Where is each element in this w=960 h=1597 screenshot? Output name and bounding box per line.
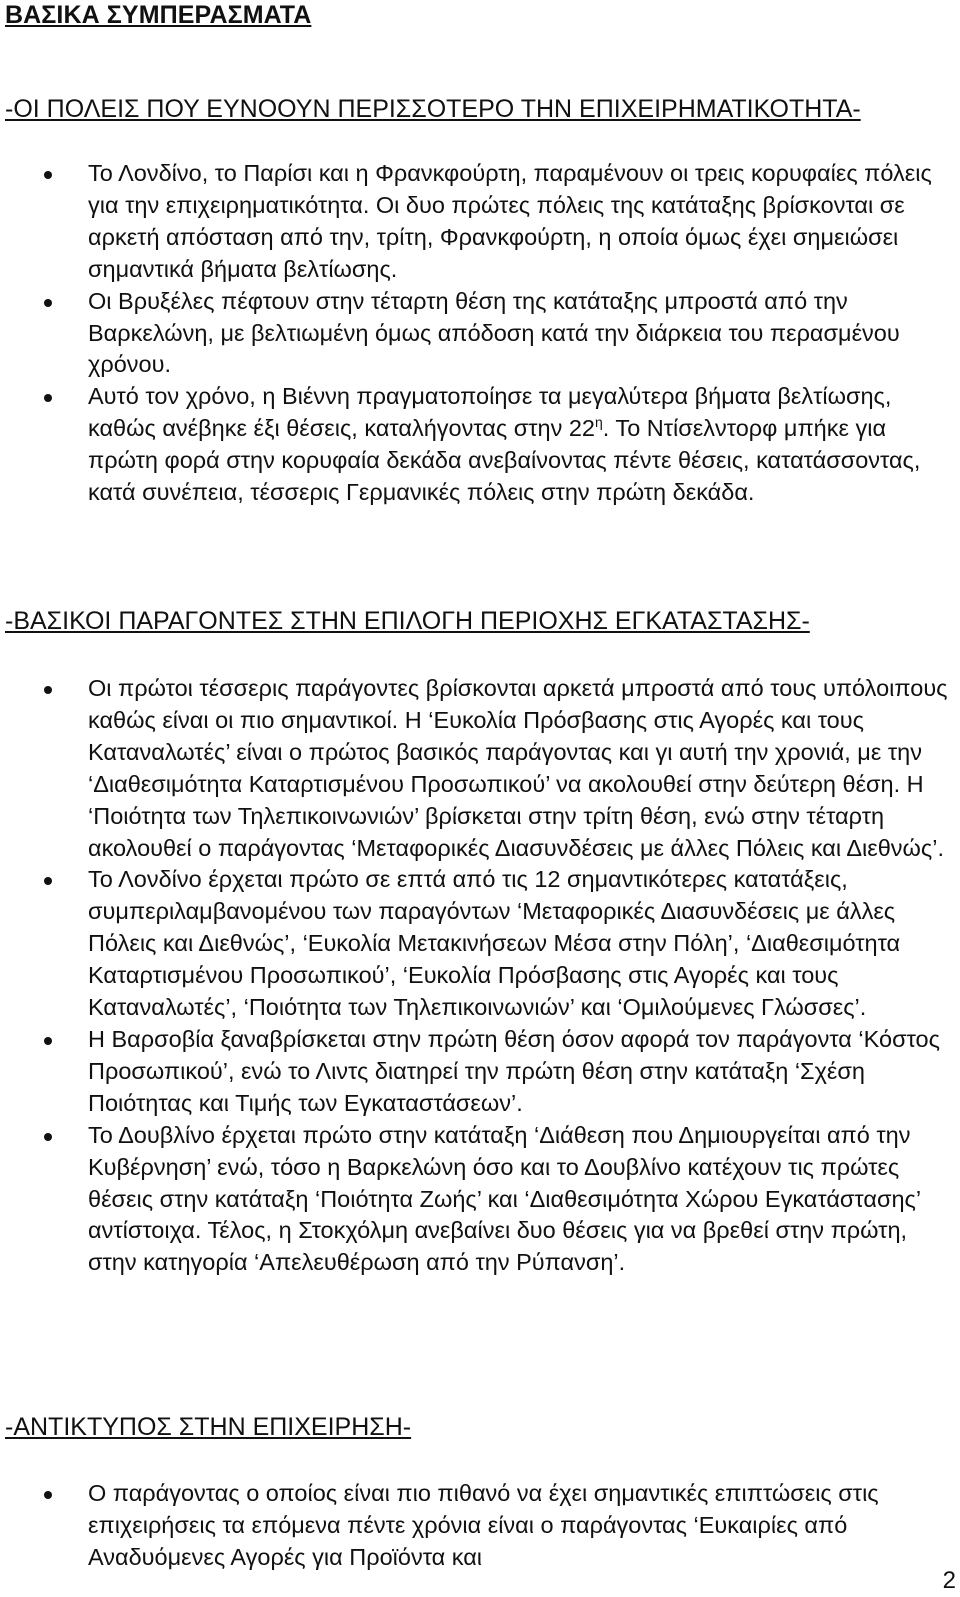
bullet-text: Το Δουβλίνο έρχεται πρώτο στην κατάταξη ‘Διάθεση που Δημιουργείται από την Κυβέρνηση’ ενώ, τόσο η Βαρκελώνη όσο και το Δουβλίνο κατέχουν τις πρώτες θέσεις στην κατάταξη ‘Ποιότητα Ζωής’ και ‘Διαθεσιμότητα Χώρου Εγκατάστασης’ αντίστοιχα. Τέλος, η Στοκχόλμη ανεβαίνει δυο θέσεις για να βρεθεί στην πρώτη, στην κατηγορία ‘Απελευθέρωση από την Ρύπανση’. <box>88 1121 921 1276</box>
bullet-text: Η Βαρσοβία ξαναβρίσκεται στην πρώτη θέση όσον αφορά τον παράγοντα ‘Κόστος Προσωπικού’, ενώ το Λιντς διατηρεί την πρώτη θέση στην κατάταξη ‘Σχέση Ποιότητας και Τιμής των Εγκαταστάσεων’. <box>88 1025 940 1116</box>
list-item <box>0 1024 960 1120</box>
bullet-dot-icon <box>44 171 52 179</box>
ordinal-superscript: η <box>595 414 603 431</box>
bullet-list-section-1 <box>0 158 960 509</box>
bullet-text: Το Λονδίνο, το Παρίσι και η Φρανκφούρτη, παραμένουν οι τρεις κορυφαίες πόλεις για την επιχειρηματικότητα. Οι δυο πρώτες πόλεις της κατάταξης βρίσκονται σε αρκετή απόσταση από την, τρίτη, Φρανκφούρτη, η οποία όμως έχει σημειώσει σημαντικά βήματα βελτίωσης. <box>88 160 932 282</box>
page-number: 2 <box>942 1567 956 1594</box>
bullet-text: Το Λονδίνο έρχεται πρώτο σε επτά από τις 12 σημαντικότερες κατατάξεις, συμπεριλαμβανομένου των παραγόντων ‘Μεταφορικές Διασυνδέσεις με άλλες Πόλεις και Διεθνώς’, ‘Ευκολία Μετακινήσεων Μέσα στην Πόλη’, ‘Διαθεσιμότητα Καταρτισμένου Προσωπικού’, ‘Ευκολία Πρόσβασης στις Αγορές και τους Καταναλωτές’, ‘Ποιότητα των Τηλεπικοινωνιών’ και ‘Ομιλούμενες Γλώσσες’. <box>88 866 901 1021</box>
bullet-list-section-3 <box>0 1478 960 1574</box>
bullet-dot-icon <box>44 877 52 885</box>
list-item <box>0 1120 960 1280</box>
list-item <box>0 286 960 382</box>
bullet-dot-icon <box>44 1037 52 1045</box>
list-item <box>0 864 960 1024</box>
bullet-list-section-2 <box>0 673 960 1279</box>
document-title: ΒΑΣΙΚΑ ΣΥΜΠΕΡΑΣΜΑΤΑ <box>5 1 312 29</box>
list-item <box>0 158 960 286</box>
section-heading-business-impact: -ΑΝΤΙΚΤΥΠΟΣ ΣΤΗΝ ΕΠΙΧΕΙΡΗΣΗ- <box>5 1413 412 1441</box>
bullet-text: Οι Βρυξέλες πέφτουν στην τέταρτη θέση της κατάταξης μπροστά από την Βαρκελώνη, με βελτιωμένη όμως απόδοση κατά την διάρκεια του περασμένου χρόνου. <box>88 287 900 378</box>
bullet-dot-icon <box>44 686 52 694</box>
list-item <box>0 381 960 509</box>
bullet-dot-icon <box>44 1491 52 1499</box>
bullet-text-after: . Το Ντίσελντορφ μπήκε για πρώτη φορά στην κορυφαία δεκάδα ανεβαίνοντας πέντε θέσεις, κατατάσσοντας, κατά συνέπεια, τέσσερις Γερμανικές πόλεις στην πρώτη δεκάδα. <box>88 415 921 506</box>
bullet-dot-icon <box>44 394 52 402</box>
section-heading-entrepreneurship-cities: -ΟΙ ΠΟΛΕΙΣ ΠΟΥ ΕΥΝΟΟΥΝ ΠΕΡΙΣΣΟΤΕΡΟ ΤΗΝ ΕΠΙΧΕΙΡΗΜΑΤΙΚΟΤΗΤΑ- <box>5 95 861 123</box>
bullet-dot-icon <box>44 299 52 307</box>
bullet-text: Ο παράγοντας ο οποίος είναι πιο πιθανό να έχει σημαντικές επιπτώσεις στις επιχειρήσεις τα επόμενα πέντε χρόνια είναι ο παράγοντας ‘Ευκαιρίες από Αναδυόμενες Αγορές για Προϊόντα και <box>88 1480 879 1570</box>
list-item <box>0 1478 960 1574</box>
bullet-text: Οι πρώτοι τέσσερις παράγοντες βρίσκονται αρκετά μπροστά από τους υπόλοιπους καθώς είναι οι πιο σημαντικοί. Η ‘Ευκολία Πρόσβασης στις Αγορές και τους Καταναλωτές’ είναι ο πρώτος βασικός παράγοντας και γι αυτή την χρονιά, με την ‘Διαθεσιμότητα Καταρτισμένου Προσωπικού’ να ακολουθεί στην δεύτερη θέση. Η ‘Ποιότητα των Τηλεπικοινωνιών’ βρίσκεται στην τρίτη θέση, ενώ στην τέταρτη ακολουθεί ο παράγοντας ‘Μεταφορικές Διασυνδέσεις με άλλες Πόλεις και Διεθνώς’. <box>88 675 948 861</box>
bullet-text-before: Αυτό τον χρόνο, η Βιέννη πραγματοποίησε τα μεγαλύτερα βήματα βελτίωσης, καθώς ανέβηκε έξι θέσεις, καταλήγοντας στην 22 <box>88 383 892 442</box>
section-heading-location-factors: -ΒΑΣΙΚΟΙ ΠΑΡΑΓΟΝΤΕΣ ΣΤΗΝ ΕΠΙΛΟΓΗ ΠΕΡΙΟΧΗΣ ΕΓΚΑΤΑΣΤΑΣΗΣ- <box>5 607 810 635</box>
bullet-dot-icon <box>44 1133 52 1141</box>
list-item <box>0 673 960 864</box>
